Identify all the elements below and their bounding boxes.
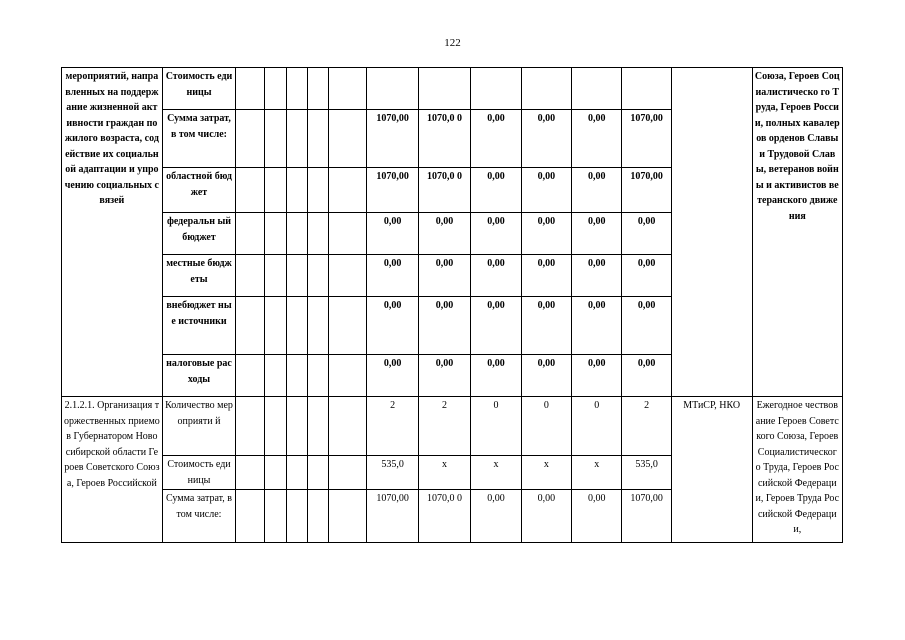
empty-cell [328,213,367,255]
row-label: внебюджет ные источники [162,297,235,355]
value-cell: 0,00 [521,110,571,168]
empty-cell [264,456,286,490]
empty-cell [236,213,264,255]
value-cell: 535,0 [367,456,418,490]
expected-result: Ежегодное чествование Героев Советского Союза, Героев Социалистическог о Труда, Героев Российской Федерации, Героев Труда Российской Федерации, [752,397,842,543]
empty-cell [307,110,328,168]
value-cell: 0,00 [521,168,571,213]
empty-cell [367,68,418,110]
row-label: федеральн ый бюджет [162,213,235,255]
value-cell: 0,00 [471,168,521,213]
row-label: областной бюджет [162,168,235,213]
value-cell: 0,00 [471,490,521,543]
value-cell: 0,00 [418,255,470,297]
empty-cell [307,355,328,397]
empty-cell [264,490,286,543]
empty-cell [328,490,367,543]
value-cell: 0,00 [572,110,622,168]
empty-cell [307,456,328,490]
value-cell: 1070,0 0 [418,110,470,168]
expected-result: Союза, Героев Социалистическо го Труда, Героев России, полных кавалеров орденов Славы и Трудовой Славы, ветеранов войны и активистов ветеранского движения [752,68,842,397]
empty-cell [264,397,286,456]
value-cell: 0,00 [572,168,622,213]
value-cell: 0,00 [521,355,571,397]
empty-cell [328,355,367,397]
empty-cell [286,213,307,255]
empty-cell [307,255,328,297]
row-label: местные бюджеты [162,255,235,297]
value-cell: 0,00 [572,355,622,397]
empty-cell [307,397,328,456]
empty-cell [307,297,328,355]
value-cell: 0,00 [622,297,671,355]
empty-cell [236,255,264,297]
row-label: Стоимость единицы [162,456,235,490]
value-cell: 0 [471,397,521,456]
value-cell: х [418,456,470,490]
empty-cell [328,168,367,213]
page-number: 122 [444,37,461,49]
program-table [61,67,843,543]
value-cell: 1070,00 [622,168,671,213]
value-cell: 1070,00 [367,168,418,213]
empty-cell [307,213,328,255]
empty-cell [328,255,367,297]
empty-cell [264,110,286,168]
value-cell: 0,00 [622,255,671,297]
value-cell: х [572,456,622,490]
value-cell: 2 [418,397,470,456]
empty-cell [264,68,286,110]
empty-cell [264,255,286,297]
empty-cell [471,68,521,110]
empty-cell [622,68,671,110]
value-cell: 2 [622,397,671,456]
value-cell: 0,00 [367,297,418,355]
empty-cell [236,168,264,213]
empty-cell [236,355,264,397]
value-cell: 1070,0 0 [418,168,470,213]
empty-cell [286,110,307,168]
empty-cell [307,168,328,213]
value-cell: 0,00 [521,213,571,255]
value-cell: х [471,456,521,490]
value-cell: 0,00 [572,255,622,297]
value-cell: х [521,456,571,490]
empty-cell [328,110,367,168]
empty-cell [328,68,367,110]
value-cell: 0,00 [622,355,671,397]
empty-cell [286,490,307,543]
value-cell: 0,00 [367,213,418,255]
value-cell: 1070,00 [367,490,418,543]
value-cell: 0,00 [521,490,571,543]
row-label: Сумма затрат, в том числе: [162,490,235,543]
empty-cell [264,355,286,397]
empty-cell [236,68,264,110]
empty-cell [521,68,571,110]
empty-cell [418,68,470,110]
value-cell: 0,00 [418,297,470,355]
value-cell: 1070,00 [622,110,671,168]
row-label: Стоимость единицы [162,68,235,110]
empty-cell [236,297,264,355]
value-cell: 2 [367,397,418,456]
empty-cell [286,297,307,355]
value-cell: 0,00 [521,297,571,355]
empty-cell [328,297,367,355]
value-cell: 0,00 [622,213,671,255]
empty-cell [264,297,286,355]
empty-cell [307,490,328,543]
value-cell: 0 [572,397,622,456]
row-label: налоговые расходы [162,355,235,397]
value-cell: 0,00 [471,255,521,297]
empty-cell [236,456,264,490]
value-cell: 0,00 [572,213,622,255]
empty-cell [264,168,286,213]
empty-cell [236,110,264,168]
value-cell: 0,00 [572,297,622,355]
value-cell: 0,00 [367,255,418,297]
executor-cell [671,68,752,397]
empty-cell [286,255,307,297]
table-row [62,397,843,456]
empty-cell [307,68,328,110]
value-cell: 0,00 [471,297,521,355]
value-cell: 535,0 [622,456,671,490]
empty-cell [286,68,307,110]
empty-cell [236,397,264,456]
empty-cell [286,355,307,397]
value-cell: 0,00 [572,490,622,543]
value-cell: 0,00 [471,110,521,168]
activity-name: 2.1.2.1. Организация торжественных приемов Губернатором Новосибирской области Героев Советского Союза, Героев Российской [62,397,163,543]
activity-name: мероприятий, направленных на поддержание жизненной активности граждан пожилого возраста, содействие их социальной адаптации и упрочению социальных связей [62,68,163,397]
empty-cell [286,456,307,490]
empty-cell [236,490,264,543]
value-cell: 1070,0 0 [418,490,470,543]
empty-cell [572,68,622,110]
value-cell: 0 [521,397,571,456]
executor: МТиСР, НКО [671,397,752,543]
value-cell: 0,00 [418,213,470,255]
empty-cell [328,456,367,490]
empty-cell [264,213,286,255]
empty-cell [328,397,367,456]
value-cell: 1070,00 [367,110,418,168]
empty-cell [286,168,307,213]
empty-cell [286,397,307,456]
row-label: Сумма затрат, в том числе: [162,110,235,168]
value-cell: 0,00 [471,355,521,397]
row-label: Количество мероприяти й [162,397,235,456]
value-cell: 0,00 [418,355,470,397]
value-cell: 0,00 [521,255,571,297]
value-cell: 0,00 [471,213,521,255]
value-cell: 1070,00 [622,490,671,543]
value-cell: 0,00 [367,355,418,397]
table-row [62,68,843,110]
